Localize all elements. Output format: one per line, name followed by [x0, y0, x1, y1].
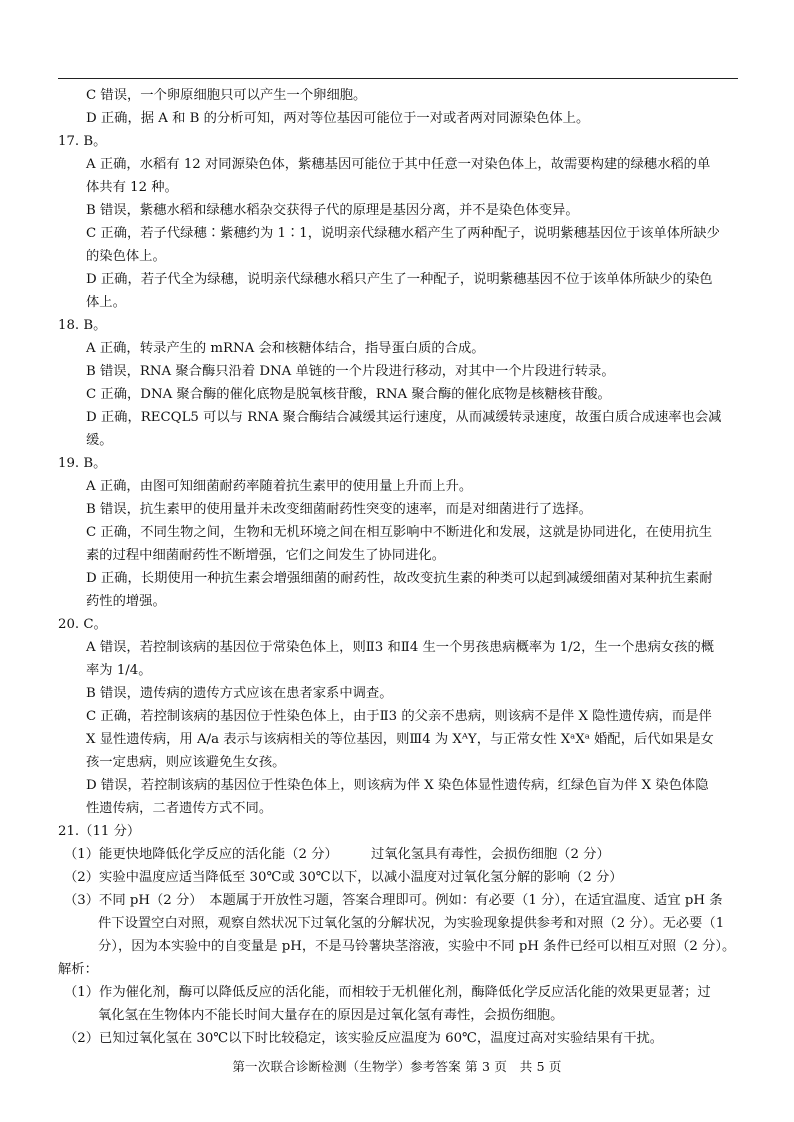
answer-line: B 错误，抗生素甲的使用量并未改变细菌耐药性突变的速率，而是对细菌进行了选择。 [86, 502, 592, 517]
answer-line: A 正确，由图可知细菌耐药率随着抗生素甲的使用量上升而上升。 [86, 479, 473, 494]
answer-line: （1）作为催化剂，酶可以降低反应的活化能，而相较于无机催化剂，酶降低化学反应活化能的效果更显著；过 [64, 985, 711, 1000]
answer-line: B 错误，RNA 聚合酶只沿着 DNA 单链的一个片段进行移动，对其中一个片段进行转录。 [86, 364, 615, 379]
answer-line: X 显性遗传病，用 A/a 表示与该病相关的等位基因，则Ⅲ4 为 XᴬY，与正常女性 XᵃXᵃ 婚配，后代如果是女 [86, 732, 714, 747]
header-rule [58, 78, 738, 79]
answer-line: D 正确，若子代全为绿穗，说明亲代绿穗水稻只产生了一种配子，说明紫穗基因不位于该单体所缺少的染色 [86, 272, 713, 287]
answer-line: 体共有 12 种。 [86, 180, 178, 195]
answer-line: 素的过程中细菌耐药性不断增强，它们之间发生了协同进化。 [86, 548, 446, 563]
answer-line: 率为 1/4。 [86, 663, 152, 678]
answer-body [58, 84, 742, 1050]
answer-line: B 错误，遗传病的遗传方式应该在患者家系中调查。 [86, 686, 393, 701]
question-heading: 19. B。 [58, 456, 107, 471]
page-footer: 第一次联合诊断检测（生物学）参考答案 第 3 页 共 5 页 [232, 1059, 562, 1074]
answer-line: C 正确，不同生物之间，生物和无机环境之间在相互影响中不断进化和发展，这就是协同进化，在使用抗生 [86, 525, 713, 540]
answer-line: （2）已知过氧化氢在 30℃以下时比较稳定，该实验反应温度为 60℃，温度过高对实验结果有干扰。 [64, 1031, 664, 1046]
answer-line: 性遗传病，二者遗传方式不同。 [86, 801, 273, 816]
answer-line: A 正确，转录产生的 mRNA 会和核糖体结合，指导蛋白质的合成。 [86, 341, 485, 356]
answer-line: D 正确，RECQL5 可以与 RNA 聚合酶结合减缓其运行速度，从而减缓转录速度，故蛋白质合成速率也会减 [86, 410, 722, 425]
answer-line: D 正确，长期使用一种抗生素会增强细菌的耐药性，故改变抗生素的种类可以起到减缓细菌对某种抗生素耐 [86, 571, 713, 586]
question-heading: 解析： [58, 962, 98, 977]
answer-line: （2）实验中温度应适当降低至 30℃或 30℃以下，以减小温度对过氧化氢分解的影响（2 分） [64, 870, 623, 885]
answer-line: 药性的增强。 [86, 594, 166, 609]
answer-line: C 正确，DNA 聚合酶的催化底物是脱氧核苷酸，RNA 聚合酶的催化底物是核糖核苷酸。 [86, 387, 611, 402]
answer-line: C 正确，若子代绿穗∶紫穗约为 1∶1，说明亲代绿穗水稻产生了两种配子，说明紫穗基因位于该单体所缺少 [86, 226, 720, 241]
answer-line: 孩一定患病，则应该避免生女孩。 [86, 755, 286, 770]
question-heading: 17. B。 [58, 134, 107, 149]
answer-line: A 正确，水稻有 12 对同源染色体，紫穗基因可能位于其中任意一对染色体上，故需要构建的绿穗水稻的单 [86, 157, 711, 172]
answer-line: 缓。 [86, 433, 113, 448]
answer-line: C 正确，若控制该病的基因位于性染色体上，由于Ⅱ3 的父亲不患病，则该病不是伴 X 隐性遗传病，而是伴 [86, 709, 712, 724]
answer-line: A 错误，若控制该病的基因位于常染色体上，则Ⅱ3 和Ⅱ4 生一个男孩患病概率为 1/2，生一个患病女孩的概 [86, 640, 715, 655]
answer-line: D 正确，据 A 和 B 的分析可知，两对等位基因可能位于一对或者两对同源染色体上。 [86, 111, 590, 126]
question-heading: 20. C。 [58, 617, 107, 632]
answer-line: B 错误，紫穗水稻和绿穗水稻杂交获得子代的原理是基因分离，并不是染色体变异。 [86, 203, 579, 218]
answer-line: D 错误，若控制该病的基因位于性染色体上，则该病为伴 X 染色体显性遗传病，红绿色盲为伴 X 染色体隐 [86, 778, 709, 793]
question-heading: 18. B。 [58, 318, 107, 333]
answer-line: 分），因为本实验中的自变量是 pH，不是马铃薯块茎溶液，实验中不同 pH 条件已经可以相互对照（2 分）。 [98, 939, 736, 954]
answer-line: 体上。 [86, 295, 126, 310]
question-heading: 21.（11 分） [58, 824, 141, 839]
answer-line: 氧化氢在生物体内不能长时间大量存在的原因是过氧化氢有毒性，会损伤细胞。 [98, 1008, 564, 1023]
answer-line: C 错误，一个卵原细胞只可以产生一个卵细胞。 [86, 88, 367, 103]
answer-line: 的染色体上。 [86, 249, 166, 264]
answer-line: （3）不同 pH（2 分） 本题属于开放性习题，答案合理即可。例如：有必要（1 分），在适宜温度、适宜 pH 条 [64, 893, 723, 908]
answer-line: 件下设置空白对照，观察自然状况下过氧化氢的分解状况，为实验现象提供参考和对照（2 分）。无必要（1 [98, 916, 725, 931]
answer-line: （1）能更快地降低化学反应的活化能（2 分） 过氧化氢具有毒性，会损伤细胞（2 分） [64, 847, 610, 862]
